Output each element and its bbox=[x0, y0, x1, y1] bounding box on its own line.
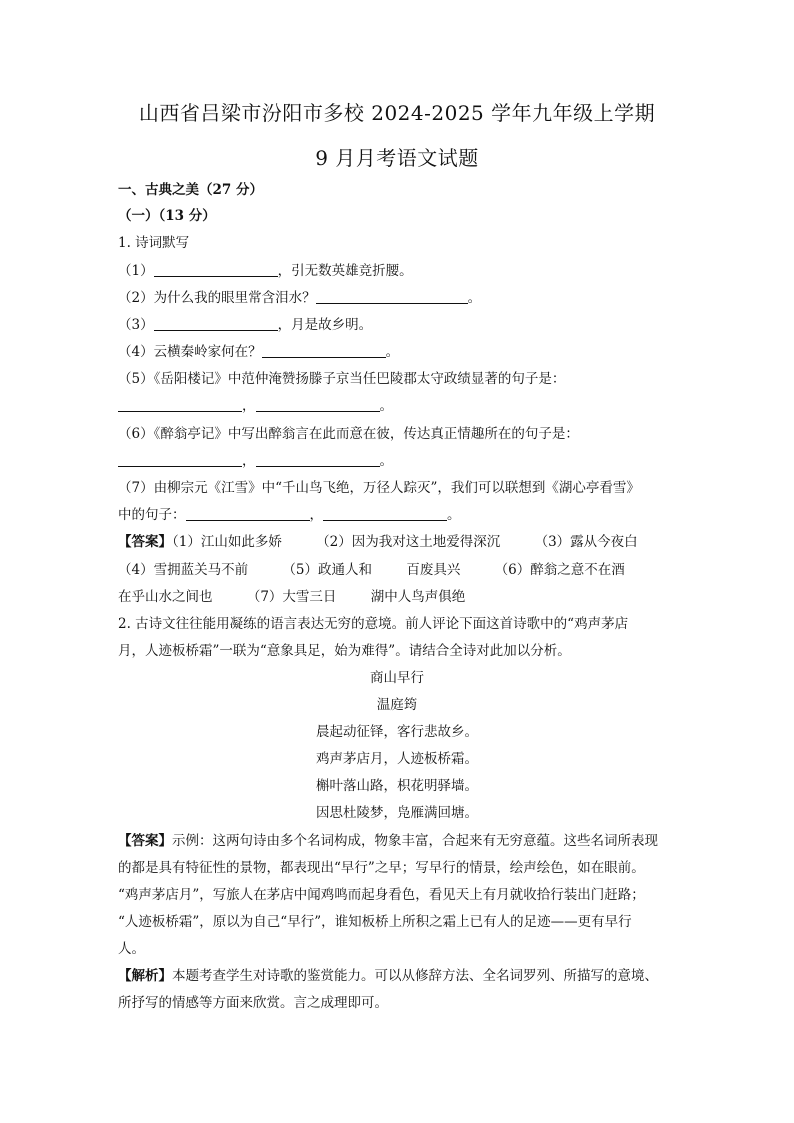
answer-blank bbox=[323, 506, 447, 521]
question-1-item-4 bbox=[118, 342, 399, 362]
document-title-line-1: 山西省吕梁市汾阳市多校 2024-2025 学年九年级上学期 bbox=[138, 101, 656, 125]
analysis-label: 【解析】 bbox=[118, 968, 172, 984]
comma: ， bbox=[309, 507, 323, 523]
answer-text: 示例：这两句诗由多个名词构成，物象丰富，合起来有无穷意蕴。这些名词所表现 bbox=[172, 833, 658, 849]
item-prefix: （4）云横秦岭家何在？ bbox=[118, 344, 262, 360]
question-2-line-2: 月，人迹板桥霜”一联为“意象具足，始为难得”。请结合全诗对此加以分析。 bbox=[118, 643, 571, 659]
answer-blank bbox=[262, 343, 386, 358]
poem-line: 因思杜陵梦，凫雁满回塘。 bbox=[316, 805, 478, 821]
item-suffix: 。 bbox=[467, 290, 482, 306]
question-1-item-5: （5）《岳阳楼记》中范仲淹赞扬滕子京当任巴陵郡太守政绩显著的句子是： bbox=[118, 371, 566, 387]
question-1-item-2 bbox=[118, 288, 481, 308]
question-2-line-1: 2. 古诗文往往能用凝练的语言表达无穷的意境。前人评论下面这首诗歌中的“鸡声茅店 bbox=[118, 616, 629, 632]
poem-title: 商山早行 bbox=[370, 670, 424, 686]
item-prefix: 中的句子： bbox=[118, 507, 186, 523]
question-2-analysis-line-1 bbox=[118, 966, 658, 986]
answer-label: 【答案】 bbox=[118, 833, 172, 849]
poem-author: 温庭筠 bbox=[376, 697, 418, 713]
section-heading: 一、古典之美（27 分） bbox=[118, 182, 263, 198]
item-suffix: ，引无数英雄竞折腰。 bbox=[277, 263, 413, 279]
document-title-line-2: 9 月月考语文试题 bbox=[315, 146, 479, 170]
answer-blank bbox=[186, 506, 310, 521]
period: 。 bbox=[379, 453, 393, 469]
answer-blank bbox=[118, 452, 242, 467]
question-2-answer-line-2: 的都是具有特征性的景物，都表现出“早行”之早；写早行的情景，绘声绘色，如在眼前。 bbox=[118, 860, 645, 876]
answer-label: 【答案】 bbox=[118, 534, 172, 550]
comma: ， bbox=[242, 453, 256, 469]
poem-line: 鸡声茅店月，人迹板桥霜。 bbox=[316, 751, 478, 767]
question-2-analysis-line-2: 所抒写的情感等方面来欣赏。言之成理即可。 bbox=[118, 995, 388, 1011]
analysis-text: 本题考查学生对诗歌的鉴赏能力。可以从修辞方法、全名词罗列、所描写的意境、 bbox=[172, 968, 658, 984]
item-suffix: ，月是故乡明。 bbox=[277, 317, 373, 333]
question-2-answer-line-3: “鸡声茅店月”，写旅人在茅店中闻鸡鸣而起身看色，看见天上有月就收拾行装出门赶路； bbox=[118, 887, 645, 903]
question-1-heading: 1. 诗词默写 bbox=[118, 235, 190, 251]
period: 。 bbox=[447, 507, 461, 523]
question-1-item-1 bbox=[118, 261, 413, 281]
question-1-answer-line-1 bbox=[118, 532, 638, 552]
question-1-item-3 bbox=[118, 315, 372, 335]
answer-blank bbox=[154, 316, 278, 331]
question-1-item-5-blanks bbox=[118, 396, 393, 416]
question-1-answer-line-3: 在乎山水之间也 （7）大雪三日 湖中人鸟声俱绝 bbox=[118, 589, 466, 605]
subsection-heading: （一）（13 分） bbox=[118, 208, 216, 224]
item-prefix: （1） bbox=[118, 263, 154, 279]
answer-blank bbox=[316, 289, 468, 304]
answer-text: （1）江山如此多娇 （2）因为我对这土地爱得深沉 （3）露从今夜白 bbox=[172, 534, 638, 550]
answer-blank bbox=[154, 262, 278, 277]
question-2-answer-line-1 bbox=[118, 831, 658, 851]
answer-blank bbox=[118, 397, 242, 412]
answer-blank bbox=[256, 452, 380, 467]
question-1-item-7-blanks bbox=[118, 505, 461, 525]
question-2-answer-line-5: 人。 bbox=[118, 941, 145, 957]
item-prefix: （3） bbox=[118, 317, 154, 333]
item-suffix: 。 bbox=[385, 344, 400, 360]
item-prefix: （2）为什么我的眼里常含泪水？ bbox=[118, 290, 316, 306]
poem-line: 槲叶落山路，枳花明驿墙。 bbox=[316, 778, 478, 794]
answer-blank bbox=[256, 397, 380, 412]
question-2-answer-line-4: “人迹板桥霜”，原以为自己“早行”，谁知板桥上所积之霜上已有人的足迹——更有早行 bbox=[118, 914, 632, 930]
comma: ， bbox=[242, 398, 256, 414]
question-1-answer-line-2: （4）雪拥蓝关马不前 （5）政通人和 百废具兴 （6）醉翁之意不在酒 bbox=[118, 562, 625, 578]
question-1-item-6-blanks bbox=[118, 451, 393, 471]
question-1-item-7: （7）由柳宗元《江雪》中“千山鸟飞绝，万径人踪灭”，我们可以联想到《湖心亭看雪》 bbox=[118, 480, 640, 496]
poem-line: 晨起动征铎，客行悲故乡。 bbox=[316, 724, 478, 740]
period: 。 bbox=[379, 398, 393, 414]
question-1-item-6: （6）《醉翁亭记》中写出醉翁言在此而意在彼，传达真正情趣所在的句子是： bbox=[118, 426, 579, 442]
